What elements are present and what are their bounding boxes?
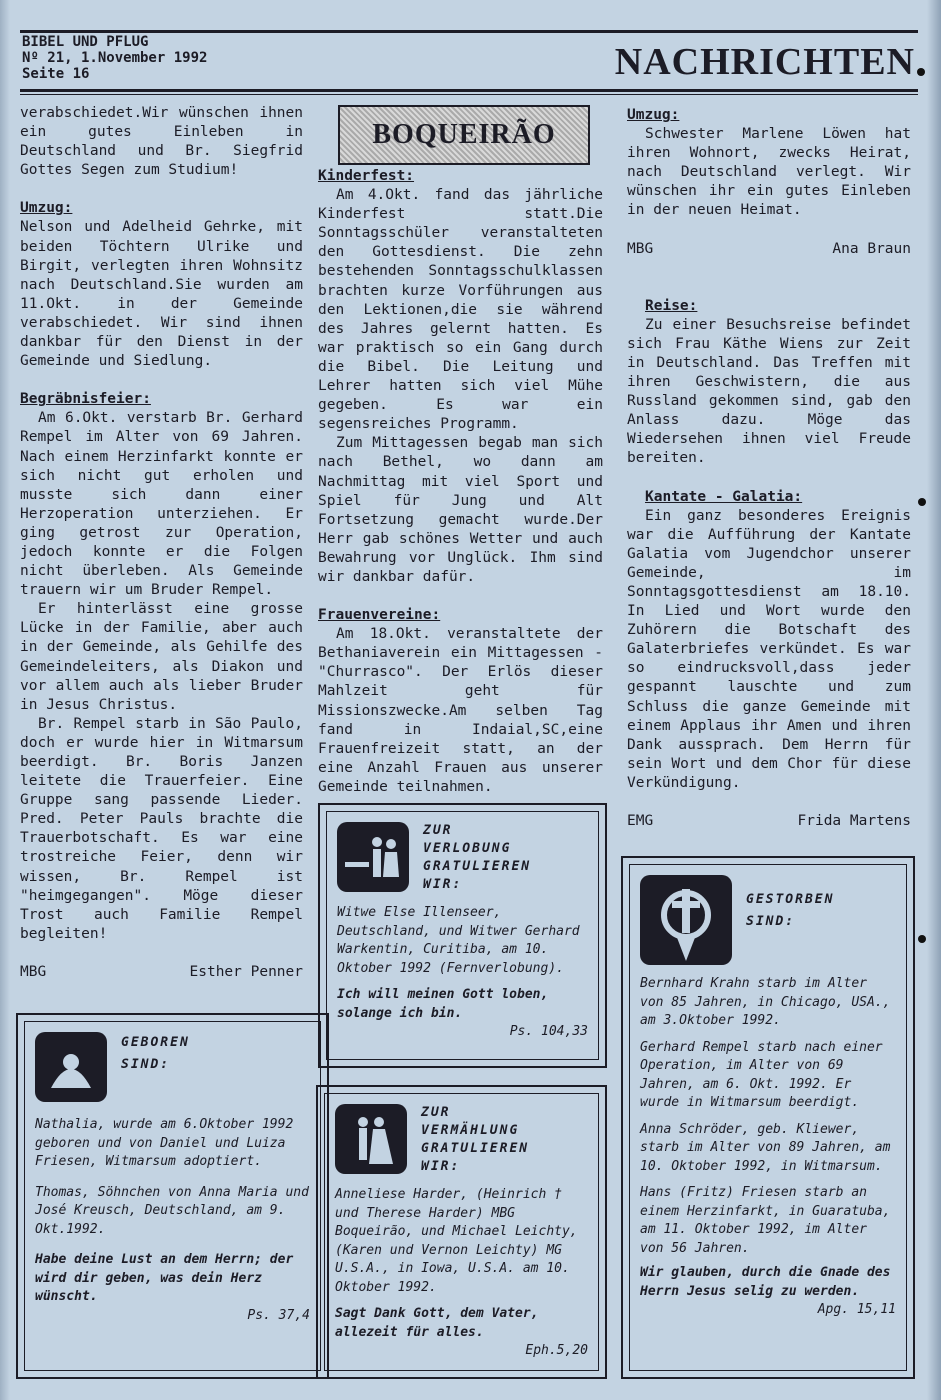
- box-content: [629, 864, 907, 1371]
- cross-wreath-icon: [640, 875, 732, 965]
- article-heading: Reise:: [645, 297, 698, 314]
- announcement-entry: Thomas, Söhnchen von Anna Maria und José Kreusch, Deutschland, am 9. Okt.1992.: [35, 1184, 309, 1237]
- logo-text: BOQUEIRÃO: [372, 119, 556, 150]
- issue-number: Nº 21, 1.November 1992: [22, 50, 208, 66]
- box-title: WIR:: [421, 1159, 461, 1174]
- article-text: Am 4.Okt. fand das jährliche Kinderfest statt.Die Sonntagsschüler veranstalteten den Gottesdienst. Die zehn bestehenden Sonntagsschulklassen brachten kurze Vorführungen aus den Lektionen,die sie während des Jahres gelernt hatten. Es war praktisch so ein Gang durch die Bibel. Die Leitung und Lehrer hatten sich viel Mühe gegeben. Es war ein segensreiches Programm.: [318, 187, 603, 433]
- article-signature: [20, 963, 303, 982]
- bridal-couple-icon: [335, 1104, 407, 1174]
- column-1: [20, 104, 303, 982]
- article-heading: Frauenvereine:: [318, 607, 441, 624]
- box-content: [324, 1093, 599, 1371]
- box-title: ZUR: [421, 1105, 451, 1120]
- article-text: Er hinterlässt eine grosse Lücke in der Familie, aber auch in der Gemeinde, als Gehilfe des Gemeindeleiters, als Diakon und vor allem auch als lieber Bruder in Jesus Christus.: [20, 601, 303, 713]
- signature-author: Frida Martens: [797, 813, 911, 829]
- column-3: [627, 106, 911, 831]
- column-2: [318, 167, 603, 797]
- article-text: Nelson und Adelheid Gehrke, mit beiden Töchtern Ulrike und Birgit, verlegten ihren Wohnsitz nach Deutschland.Sie wurden am 11.Okt. in der Gemeinde verabschiedet. Wir sind ihnen dankbar für den Dienst in der Gemeinde und Siedlung.: [20, 219, 303, 370]
- binder-hole: [917, 68, 925, 76]
- signature-church: EMG: [627, 813, 654, 829]
- article-heading: Kinderfest:: [318, 168, 415, 184]
- article-heading: Begräbnisfeier:: [20, 391, 151, 408]
- bible-reference: Apg. 15,11: [817, 1302, 896, 1317]
- article-text: Am 6.Okt. verstarb Br. Gerhard Rempel im Alter von 69 Jahren. Nach einem Herzinfarkt konnte er sich nicht gut erholen und musste sich dann einer Herzoperation unterziehen. Er ging getrost zur Operation, jedoch konnte er die Folgen nicht überleben. Als Gemeinde trauern wir um Bruder Rempel.: [20, 410, 303, 599]
- section-title: NACHRICHTEN: [614, 41, 915, 83]
- box-title: GESTORBEN: [746, 892, 835, 907]
- header-meta: [22, 34, 207, 82]
- announcement-entry: Nathalia, wurde am 6.Oktober 1992 geboren und von Daniel und Luiza Friesen, Witmarsum adoptiert.: [35, 1117, 294, 1169]
- header-bottom-rule-thin: [20, 94, 918, 95]
- box-title: VERLOBUNG: [423, 841, 512, 856]
- signature-church: MBG: [20, 963, 47, 980]
- boqueirao-logo: [338, 105, 590, 165]
- box-title: GEBOREN: [121, 1035, 190, 1050]
- article-heading: Kantate - Galatia:: [645, 488, 803, 505]
- article-heading: Umzug:: [20, 200, 73, 217]
- box-content: [24, 1021, 321, 1371]
- box-title: GRATULIEREN: [423, 859, 532, 874]
- wedding-announcement-box: [316, 1085, 607, 1379]
- header-bottom-rule: [20, 89, 918, 92]
- article-text: Zu einer Besuchsreise befindet sich Frau Käthe Wiens zur Zeit in Deutschland. Das Treffen mit ihren Geschwistern, die aus Russland gekommen sind, gab den Anlass dazu. Möge das Wiedersehen ihnen viel Freude bereiten.: [627, 316, 911, 467]
- bible-verse: Sagt Dank Gott, dem Vater, allezeit für alles.: [335, 1306, 539, 1340]
- article-text: Br. Rempel starb in São Paulo, doch er wurde hier in Witmarsum beerdigt. Br. Boris Janzen leitete die Trauerfeier. Eine Gruppe sang passende Lieder. Pred. Peter Pauls brachte die Trauerbotschaft. Es war eine trostreiche Feier, denn wir wissen, Br. Rempel ist "heimgegangen". Möge dieser Trost auch Familie Rempel begleiten!: [20, 715, 303, 942]
- bible-verse: Ich will meinen Gott loben, solange ich bin.: [337, 987, 549, 1021]
- box-title: ZUR: [423, 823, 453, 838]
- header-top-rule: [20, 30, 918, 33]
- box-title: GRATULIEREN: [421, 1141, 530, 1156]
- bible-reference: Eph.5,20: [525, 1343, 588, 1358]
- page-number: Seite 16: [22, 66, 90, 82]
- article-text: Zum Mittagessen begab man sich nach Bethel, wo dann am Nachmittag mit viel Sport und Spiel für Jung und Alt Fortsetzung gemacht wurde.Der Herr gab schönes Wetter und auch Bewahrung vor Unglück. Ihm sind wir dankbar dafür.: [318, 435, 603, 585]
- death-announcement-box: [621, 856, 915, 1379]
- signature-author: Ana Braun: [832, 240, 911, 257]
- page-edge-shadow: [0, 0, 10, 1400]
- article-text: Am 18.Okt. veranstaltete der Bethaniaverein ein Mittagessen - "Churrasco". Der Erlös dieser Mahlzeit geht für Missionszwecke.Am selben Tag fand in Indaial,SC,eine Frauenfreizeit statt, an der eine Anzahl Frauen aus unserer Gemeinde teilnahmen.: [318, 626, 603, 795]
- box-title: VERMÄHLUNG: [421, 1123, 520, 1138]
- binder-hole: [918, 935, 926, 943]
- box-content: [326, 811, 599, 1060]
- announcement-entry: Hans (Fritz) Friesen starb an einem Herzinfarkt, in Guaratuba, am 11. Oktober 1992, im Alter von 56 Jahren.: [640, 1185, 891, 1256]
- article-continuation: verabschiedet.Wir wünschen ihnen ein gutes Einleben in Deutschland und Br. Siegfrid Gottes Segen zum Studium!: [20, 105, 303, 179]
- announcement-entry: Anneliese Harder, (Heinrich † und Therese Harder) MBG Boqueirão, und Michael Leichty, (Karen und Vernon Leichty) MG U.S.A., in Iowa, U.S.A. am 10. Oktober 1992.: [335, 1187, 578, 1295]
- announcement-entry: Bernhard Krahn starb im Alter von 85 Jahren, in Chicago, USA., am 3.Oktober 1992.: [640, 976, 891, 1028]
- publication-name: BIBEL UND PFLUG: [22, 34, 149, 50]
- bible-reference: Ps. 37,4: [247, 1307, 310, 1323]
- birth-announcement-box: [16, 1013, 329, 1379]
- article-signature: [627, 812, 911, 831]
- box-title: SIND:: [746, 914, 796, 929]
- page-edge-shadow: [927, 0, 941, 1400]
- signature-church: MBG: [627, 240, 654, 257]
- bible-reference: Ps. 104,33: [509, 1024, 588, 1039]
- binder-hole: [918, 498, 926, 506]
- announcement-entry: Gerhard Rempel starb nach einer Operation, im Alter von 69 Jahren, am 6. Okt. 1992. Er wurde in Witmarsum beerdigt.: [640, 1039, 883, 1110]
- baby-icon: [35, 1032, 107, 1102]
- announcement-entry: Witwe Else Illenseer, Deutschland, und Witwer Gerhard Warkentin, Curitiba, am 10. Oktober 1992 (Fernverlobung).: [337, 905, 580, 976]
- signature-author: Esther Penner: [189, 963, 303, 980]
- article-text: Ein ganz besonderes Ereignis war die Aufführung der Kantate Galatia vom Jugendchor unserer Gemeinde, im Sonntagsgottesdienst am 18.10. In Lied und Wort wurde den Zuhörern die Botschaft des Galaterbriefes verkündet. Es war so eindrucksvoll,dass jeder gespannt lauschte und zum Schluss die ganze Gemeinde mit einem Applaus ihr Amen und ihren Dank aussprach. Dem Herrn für sein Wort und dem Chor für diese Verkündigung.: [627, 507, 911, 791]
- bible-verse: Wir glauben, durch die Gnade des Herrn Jesus selig zu werden.: [640, 1265, 891, 1299]
- article-text: Schwester Marlene Löwen hat ihren Wohnort, zwecks Heirat, nach Deutschland verlegt. Wir wünschen ihr ein gutes Einleben in der neuen Heimat.: [627, 126, 911, 219]
- announcement-entry: Anna Schröder, geb. Kliewer, starb im Alter von 89 Jahren, am 10. Oktober 1992, in Witmarsum.: [640, 1121, 891, 1174]
- article-heading: Umzug:: [627, 107, 680, 123]
- box-title: SIND:: [121, 1057, 171, 1072]
- box-title: WIR:: [423, 877, 463, 892]
- bible-verse: Habe deine Lust an dem Herrn; der wird dir geben, was dein Herz wünscht.: [35, 1252, 294, 1304]
- couple-on-bench-icon: [337, 822, 409, 892]
- engagement-announcement-box: [318, 803, 607, 1068]
- article-signature: [627, 240, 911, 259]
